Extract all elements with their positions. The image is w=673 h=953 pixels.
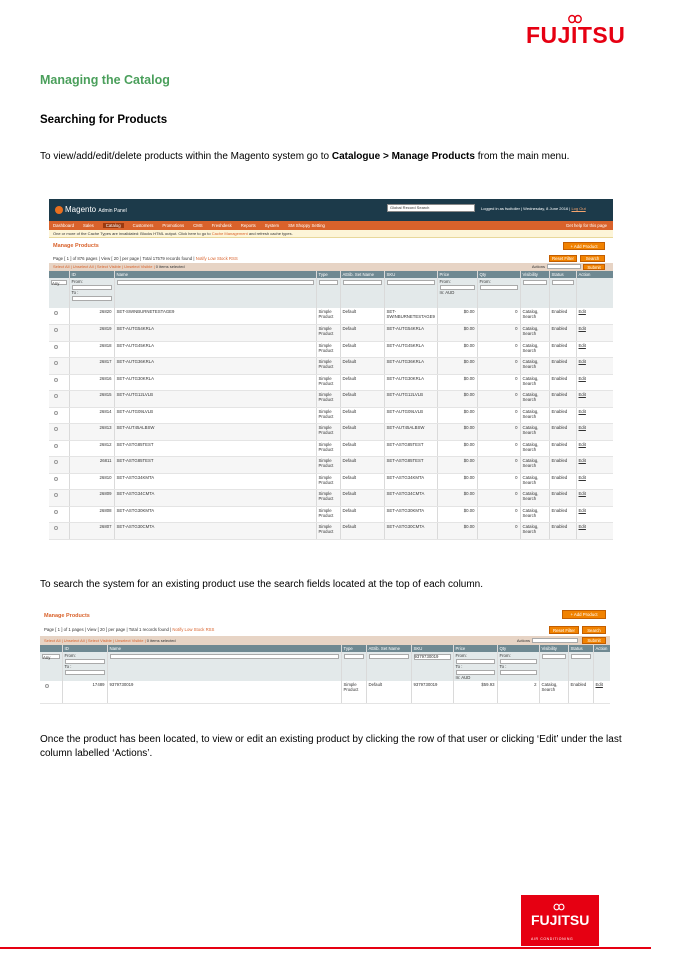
table-row[interactable] — [49, 440, 613, 457]
cell-attrib-set: Default — [340, 358, 384, 375]
pager: Page [ 1 ] of 1 pages | View [ 20 ] per page | Total 1 records found | Notify Low Stock RSS Reset Filter Search — [40, 624, 610, 636]
cell-id: 26808 — [69, 506, 114, 523]
mass-action-bar: Select All | Unselect All | Select Visible | Unselect Visible | 0 items selected Actions Submit — [40, 636, 610, 645]
name-filter-input[interactable] — [110, 654, 339, 659]
submit-button[interactable]: Submit — [583, 264, 605, 270]
cell-visibility: Catalog, Search — [520, 490, 549, 507]
cell-name: SET-ASTG85TEST — [114, 457, 316, 474]
cell-attrib-set: Default — [340, 490, 384, 507]
help-link[interactable]: Get help for this page — [565, 223, 607, 228]
cell-visibility: Catalog, Search — [520, 391, 549, 408]
cell-visibility: Catalog, Search — [520, 440, 549, 457]
cell-sku: SET-AUTG36KRLA — [384, 358, 437, 375]
reset-filter-button[interactable]: Reset Filter — [549, 255, 577, 262]
cell-sku: SET-ASTG34KMTA — [384, 473, 437, 490]
cell-name: SET-ASTG30CMTA — [114, 523, 316, 540]
cell-type: Simple Product — [316, 341, 340, 358]
cell-attrib-set: Default — [340, 308, 384, 325]
cell-type: Simple Product — [316, 374, 340, 391]
cell-name: SET-SWINBURNETESTAGE9 — [114, 308, 316, 325]
cell-price: $0.00 — [437, 374, 477, 391]
name-filter-input[interactable] — [117, 280, 314, 285]
cell-sku: SET-AUTG09LVLB — [384, 407, 437, 424]
edit-link[interactable]: Edit — [593, 681, 610, 703]
cell-price: $0.00 — [437, 473, 477, 490]
row-checkbox[interactable] — [54, 526, 58, 530]
cell-id: 26819 — [69, 325, 114, 342]
cell-qty: 0 — [477, 407, 520, 424]
cell-qty: 0 — [477, 457, 520, 474]
table-row[interactable] — [49, 308, 613, 325]
cell-type: Simple Product — [316, 407, 340, 424]
row-checkbox[interactable] — [54, 427, 58, 431]
page-title: Manage Products — [44, 613, 90, 619]
cell-qty: 0 — [477, 473, 520, 490]
cell-name: SET-AUTG12LVLB — [114, 391, 316, 408]
cell-sku: SET-ASTG30KMTA — [384, 506, 437, 523]
magento-logo: Magento Admin Panel — [55, 205, 127, 214]
table-row[interactable] — [49, 523, 613, 540]
notify-low-stock-link[interactable]: Notify Low Stock RSS — [195, 256, 238, 261]
cell-status: Enabled — [549, 440, 576, 457]
cell-id: 26815 — [69, 391, 114, 408]
cell-qty: 0 — [477, 374, 520, 391]
col-status[interactable]: Status — [568, 645, 593, 652]
col-id[interactable]: ID — [69, 271, 114, 278]
cache-notice: One or more of the Cache Types are invalidated: Blocks HTML output. Click here to go to Cache Management and refresh cache types. — [49, 230, 613, 238]
nav-promotions[interactable]: Promotions — [162, 223, 185, 228]
cell-name: SET-AUTG30KRLA — [114, 374, 316, 391]
cell-price: $0.00 — [437, 407, 477, 424]
cell-visibility: Catalog, Search — [520, 473, 549, 490]
cell-type: Simple Product — [316, 358, 340, 375]
pager: Page [ 1 ] of 876 pages | View [ 20 ] per page | Total 17579 records found | Notify Low Stock RSS Reset Filter Search — [49, 254, 613, 263]
fujitsu-tagline: AIR CONDITIONING — [531, 937, 574, 941]
cell-price: $0.00 — [437, 308, 477, 325]
cell-status: Enabled — [549, 523, 576, 540]
row-checkbox[interactable] — [54, 328, 58, 332]
cell-id: 26810 — [69, 473, 114, 490]
select-links[interactable]: Select All | Unselect All | Select Visible | Unselect Visible | — [44, 638, 146, 643]
submit-button[interactable]: Submit — [582, 637, 606, 644]
search-paragraph: To search the system for an existing product use the search fields located at the top of each column. — [40, 579, 484, 590]
row-checkbox[interactable] — [54, 510, 58, 514]
row-checkbox[interactable] — [54, 378, 58, 382]
fujitsu-logo-text: FUJITSU — [526, 22, 626, 48]
cell-name: SET-AUTG54KRLA — [114, 325, 316, 342]
cell-visibility: Catalog, Search — [520, 506, 549, 523]
search-button[interactable]: Search — [580, 255, 605, 262]
cell-status: Enabled — [549, 325, 576, 342]
cell-status: Enabled — [549, 358, 576, 375]
add-product-button[interactable]: + Add Product — [563, 242, 605, 250]
cell-name: SET-AUTG45KRLA — [114, 341, 316, 358]
cell-visibility: Catalog, Search — [520, 457, 549, 474]
cell-sku: SET-SWINBURNETESTAGE9 — [384, 308, 437, 325]
col-action: Action — [576, 271, 613, 278]
cache-management-link[interactable]: Cache Management — [211, 231, 248, 236]
edit-link[interactable]: Edit — [576, 473, 613, 490]
sku-filter-input[interactable] — [387, 280, 435, 285]
cell-id: 26807 — [69, 523, 114, 540]
nav-cms[interactable]: CMS — [193, 223, 203, 228]
row-checkbox[interactable] — [54, 444, 58, 448]
cell-attrib-set: Default — [340, 523, 384, 540]
cell-visibility: Catalog, Search — [520, 374, 549, 391]
cell-attrib-set: Default — [340, 506, 384, 523]
page-title-bar — [40, 608, 610, 624]
cell-type: Simple Product — [341, 681, 366, 703]
cell-type: Simple Product — [316, 391, 340, 408]
cell-attrib-set: Default — [366, 681, 411, 703]
nav-customers[interactable]: Customers — [132, 223, 154, 228]
login-info: Logged in as fsoltoller | Wednesday, 8 June 2016 | Log Out — [481, 206, 586, 211]
search-button[interactable]: Search — [582, 626, 606, 634]
cell-name: SET-AUT45ALBSW — [114, 424, 316, 441]
grid-header — [49, 271, 613, 278]
cell-sku: SET-AUTG12LVLB — [384, 391, 437, 408]
filter-row: Any From: To : From: In: AUD From: — [49, 278, 613, 308]
cell-status: Enabled — [549, 374, 576, 391]
cell-qty: 0 — [477, 325, 520, 342]
grid-header — [40, 645, 610, 652]
massaction-filter[interactable]: Any — [51, 280, 67, 285]
table-row[interactable] — [49, 457, 613, 474]
edit-link[interactable]: Edit — [576, 506, 613, 523]
magento-icon — [55, 206, 63, 214]
cell-qty: 0 — [477, 523, 520, 540]
products-grid — [49, 271, 613, 540]
nav-sm-shoppy[interactable]: SM Shoppy Setting — [288, 223, 325, 228]
cell-attrib-set: Default — [340, 424, 384, 441]
edit-link[interactable]: Edit — [576, 523, 613, 540]
cell-visibility: Catalog, Search — [520, 325, 549, 342]
cell-id: 17489 — [62, 681, 107, 703]
cell-price: $0.00 — [437, 523, 477, 540]
col-price[interactable]: Price — [453, 645, 497, 652]
section-subheading: Searching for Products — [40, 114, 168, 126]
cell-sku: SET-ASTG85TEST — [384, 457, 437, 474]
col-name[interactable]: Name — [107, 645, 341, 652]
col-qty[interactable]: Qty — [477, 271, 520, 278]
cell-type: Simple Product — [316, 490, 340, 507]
cell-type: Simple Product — [316, 506, 340, 523]
id-to-input[interactable] — [65, 670, 105, 675]
products-grid — [40, 645, 610, 704]
cell-status: Enabled — [549, 506, 576, 523]
col-sku[interactable]: SKU — [411, 645, 453, 652]
cell-sku: SET-ASTG85TEST — [384, 440, 437, 457]
edit-link[interactable]: Edit — [576, 457, 613, 474]
table-row[interactable] — [49, 490, 613, 507]
qty-to-input[interactable] — [500, 670, 537, 675]
cell-type: Simple Product — [316, 308, 340, 325]
edit-link[interactable]: Edit — [576, 391, 613, 408]
row-checkbox[interactable] — [54, 460, 58, 464]
cell-sku: SET-AUT45ALBSW — [384, 424, 437, 441]
cell-type: Simple Product — [316, 440, 340, 457]
footer-rule — [0, 947, 651, 949]
cell-qty: 0 — [477, 440, 520, 457]
row-checkbox[interactable] — [54, 477, 58, 481]
global-search-input[interactable]: Global Record Search — [387, 204, 475, 212]
select-links[interactable]: Select All | Unselect All | Select Visible | Unselect Visible | — [53, 264, 155, 269]
cell-attrib-set: Default — [340, 341, 384, 358]
notify-low-stock-link[interactable]: Notify Low Stock RSS — [172, 627, 215, 632]
reset-filter-button[interactable]: Reset Filter — [549, 626, 579, 634]
col-visibility[interactable]: Visibility — [539, 645, 568, 652]
table-row[interactable] — [49, 407, 613, 424]
cell-qty: 0 — [477, 391, 520, 408]
qty-from-input[interactable] — [480, 285, 518, 290]
page-title-bar — [49, 238, 613, 254]
edit-link[interactable]: Edit — [576, 407, 613, 424]
cell-sku: SET-ASTG30CMTA — [384, 523, 437, 540]
edit-link[interactable]: Edit — [576, 341, 613, 358]
cell-price: $0.00 — [437, 341, 477, 358]
edit-paragraph: Once the product has been located, to view or edit an existing product by clicking the row of that user or clicking ‘Edit’ under the last column labelled ‘Actions’. — [40, 734, 622, 759]
nav-catalog[interactable]: Catalog — [103, 223, 124, 228]
row-checkbox[interactable] — [45, 684, 49, 688]
mass-action-bar: Select All | Unselect All | Select Visible | Unselect Visible | 0 items selected Actions Submit — [49, 263, 613, 271]
col-action: Action — [593, 645, 610, 652]
cell-status: Enabled — [549, 341, 576, 358]
status-filter-select[interactable] — [571, 654, 591, 659]
cell-qty: 0 — [477, 424, 520, 441]
type-filter-select[interactable] — [344, 654, 364, 659]
add-product-button[interactable]: + Add Product — [562, 610, 606, 619]
attrib-set-filter-select[interactable] — [343, 280, 382, 285]
col-status[interactable]: Status — [549, 271, 576, 278]
cell-visibility: Catalog, Search — [520, 308, 549, 325]
cell-qty: 0 — [477, 308, 520, 325]
col-id[interactable]: ID — [62, 645, 107, 652]
cell-type: Simple Product — [316, 523, 340, 540]
nav-freshdesk[interactable]: Freshdesk — [211, 223, 232, 228]
cell-status: Enabled — [549, 457, 576, 474]
cell-status: Enabled — [549, 473, 576, 490]
table-row[interactable] — [40, 681, 610, 703]
logout-link[interactable]: Log Out — [571, 206, 586, 211]
cell-name: SET-ASTG34KMTA — [114, 473, 316, 490]
fujitsu-logo-bottom — [521, 895, 599, 946]
cell-visibility: Catalog, Search — [539, 681, 568, 703]
nav-reports[interactable]: Reports — [240, 223, 256, 228]
cell-qty: 0 — [477, 506, 520, 523]
cell-sku: SET-AUTG54KRLA — [384, 325, 437, 342]
col-sku[interactable]: SKU — [384, 271, 437, 278]
cell-id: 26817 — [69, 358, 114, 375]
row-checkbox[interactable] — [54, 394, 58, 398]
cell-visibility: Catalog, Search — [520, 523, 549, 540]
cell-id: 26816 — [69, 374, 114, 391]
cell-status: Enabled — [549, 308, 576, 325]
edit-link[interactable]: Edit — [576, 490, 613, 507]
cell-sku: SET-ASTG34CMTA — [384, 490, 437, 507]
cell-sku: SET-AUTG45KRLA — [384, 341, 437, 358]
grid-body — [40, 681, 610, 703]
cell-status: Enabled — [549, 424, 576, 441]
col-visibility[interactable]: Visibility — [520, 271, 549, 278]
col-type[interactable]: Type — [316, 271, 340, 278]
cell-name: 9379730019 — [107, 681, 341, 703]
menu-path: Catalogue > Manage Products — [331, 151, 475, 162]
admin-header — [49, 199, 613, 221]
manage-products-screenshot — [49, 199, 613, 555]
row-checkbox[interactable] — [54, 345, 58, 349]
table-row[interactable] — [49, 341, 613, 358]
cell-attrib-set: Default — [340, 325, 384, 342]
cell-id: 26812 — [69, 440, 114, 457]
cell-sku: SET-AUTG30KRLA — [384, 374, 437, 391]
cell-price: $0.00 — [437, 506, 477, 523]
row-checkbox[interactable] — [54, 411, 58, 415]
cell-type: Simple Product — [316, 424, 340, 441]
fujitsu-infinity-icon — [553, 903, 565, 911]
cell-status: Enabled — [549, 490, 576, 507]
cell-sku: 9379730019 — [411, 681, 453, 703]
cell-visibility: Catalog, Search — [520, 424, 549, 441]
cell-price: $0.00 — [437, 440, 477, 457]
cell-name: SET-AUTG36KRLA — [114, 358, 316, 375]
col-name[interactable]: Name — [114, 271, 316, 278]
col-type[interactable]: Type — [341, 645, 366, 652]
cell-type: Simple Product — [316, 325, 340, 342]
cell-status: Enabled — [549, 407, 576, 424]
cell-attrib-set: Default — [340, 457, 384, 474]
table-row[interactable] — [49, 473, 613, 490]
cell-name: SET-ASTG85TEST — [114, 440, 316, 457]
cell-visibility: Catalog, Search — [520, 358, 549, 375]
cell-qty: 0 — [477, 490, 520, 507]
cell-id: 26818 — [69, 341, 114, 358]
col-qty[interactable]: Qty — [497, 645, 539, 652]
visibility-filter-select[interactable] — [542, 654, 566, 659]
sku-filter-input[interactable]: 9379730019 — [414, 654, 451, 660]
cell-id: 26814 — [69, 407, 114, 424]
fujitsu-logo-text: FUJITSU — [531, 912, 590, 928]
edit-link[interactable]: Edit — [576, 424, 613, 441]
cell-price: $0.00 — [437, 457, 477, 474]
cell-status: Enabled — [568, 681, 593, 703]
table-row[interactable] — [49, 506, 613, 523]
cell-status: Enabled — [549, 391, 576, 408]
table-row[interactable] — [49, 325, 613, 342]
table-row[interactable] — [49, 374, 613, 391]
grid-body — [49, 308, 613, 539]
edit-link[interactable]: Edit — [576, 358, 613, 375]
cell-type: Simple Product — [316, 473, 340, 490]
nav-dashboard[interactable]: Dashboard — [53, 223, 75, 228]
cell-price: $0.00 — [437, 325, 477, 342]
cell-visibility: Catalog, Search — [520, 341, 549, 358]
type-filter-select[interactable] — [319, 280, 338, 285]
cell-attrib-set: Default — [340, 440, 384, 457]
edit-link[interactable]: Edit — [576, 440, 613, 457]
cell-attrib-set: Default — [340, 374, 384, 391]
row-checkbox[interactable] — [54, 311, 58, 315]
attrib-set-filter-select[interactable] — [369, 654, 409, 659]
cell-id: 26820 — [69, 308, 114, 325]
cell-qty: 2 — [497, 681, 539, 703]
cell-attrib-set: Default — [340, 391, 384, 408]
col-attrib-set[interactable]: Attrib. Set Name — [340, 271, 384, 278]
edit-link[interactable]: Edit — [576, 374, 613, 391]
page-title: Manage Products — [53, 243, 99, 249]
status-filter-select[interactable] — [552, 280, 574, 285]
table-row[interactable] — [49, 424, 613, 441]
cell-id: 26809 — [69, 490, 114, 507]
cell-price: $59.93 — [453, 681, 497, 703]
row-checkbox[interactable] — [54, 361, 58, 365]
fujitsu-logo-top — [526, 14, 630, 50]
actions-select[interactable] — [532, 638, 578, 643]
table-row[interactable] — [49, 391, 613, 408]
id-to-input[interactable] — [72, 296, 112, 301]
cell-name: SET-ASTG34CMTA — [114, 490, 316, 507]
cell-attrib-set: Default — [340, 407, 384, 424]
visibility-filter-select[interactable] — [523, 280, 547, 285]
cell-price: $0.00 — [437, 358, 477, 375]
cell-id: 26811 — [69, 457, 114, 474]
massaction-filter[interactable]: Any — [42, 654, 60, 659]
filter-row: Any From: To : 9379730019 From: To : In: AUD From: To : — [40, 652, 610, 681]
table-row[interactable] — [49, 358, 613, 375]
cell-price: $0.00 — [437, 490, 477, 507]
cell-qty: 0 — [477, 358, 520, 375]
cell-name: SET-ASTG30KMTA — [114, 506, 316, 523]
edit-link[interactable]: Edit — [576, 325, 613, 342]
actions-select[interactable] — [547, 264, 581, 269]
nav-sales[interactable]: Sales — [83, 223, 94, 228]
search-result-screenshot — [40, 608, 610, 714]
col-attrib-set[interactable]: Attrib. Set Name — [366, 645, 411, 652]
cell-type: Simple Product — [316, 457, 340, 474]
row-checkbox[interactable] — [54, 493, 58, 497]
nav-system[interactable]: System — [264, 223, 280, 228]
main-nav — [49, 221, 613, 230]
intro-paragraph: To view/add/edit/delete products within the Magento system go to Catalogue > Manage Products from the main menu. — [40, 151, 570, 162]
cell-qty: 0 — [477, 341, 520, 358]
cell-id: 26813 — [69, 424, 114, 441]
col-price[interactable]: Price — [437, 271, 477, 278]
cell-attrib-set: Default — [340, 473, 384, 490]
cell-name: SET-AUTG09LVLB — [114, 407, 316, 424]
cell-price: $0.00 — [437, 391, 477, 408]
section-heading: Managing the Catalog — [40, 73, 170, 87]
edit-link[interactable]: Edit — [576, 308, 613, 325]
cell-visibility: Catalog, Search — [520, 407, 549, 424]
cell-price: $0.00 — [437, 424, 477, 441]
